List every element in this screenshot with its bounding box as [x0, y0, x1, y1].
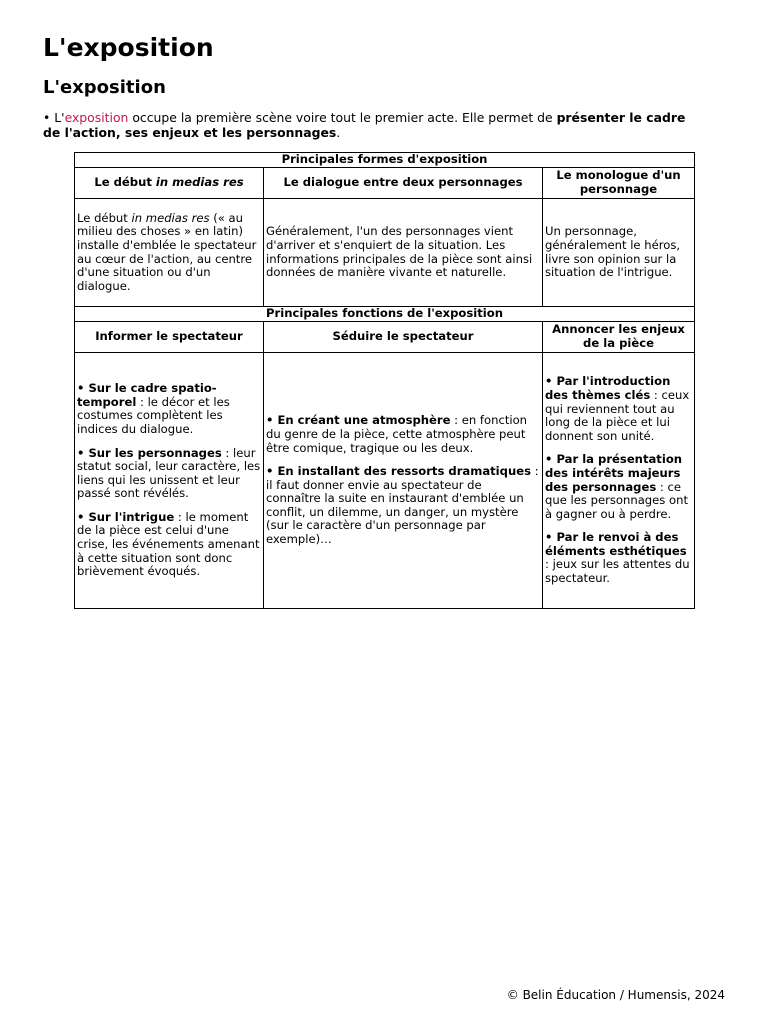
cell-text: (« au milieu des choses » en latin) installe d'emblée le spectateur au cœur de l'action, au centre d'une situation ou d'un dialogue. — [77, 210, 257, 293]
item-text: : ceux qui reviennent tout au long de la pièce et lui donnent son unité. — [545, 387, 690, 443]
section-title: L'exposition — [43, 77, 166, 98]
item-bold: • Par la présentation des intérêts majeurs des personnages — [545, 452, 683, 494]
item-text: : il faut donner envie au spectateur de connaître la suite en instaurant d'emblée un conflit, un dilemme, un danger, un mystère (sur le caractère d'un personnage par exemple)… — [266, 464, 539, 547]
list-item — [545, 531, 692, 585]
list-item — [77, 447, 261, 501]
table-caption-formes: Principales formes d'exposition — [75, 153, 695, 168]
item-bold: • En créant une atmosphère — [266, 413, 451, 428]
item-text: : le moment de la pièce est celui d'une crise, les événements amenant à cette situation sont donc brièvement évoqués. — [77, 509, 260, 579]
item-text: : jeux sur les attentes du spectateur. — [545, 557, 690, 586]
item-bold: • Sur les personnages — [77, 445, 222, 460]
intro-end: . — [336, 125, 341, 140]
item-text: : en fonction du genre de la pièce, cette atmosphère peut être comique, tragique ou les deux. — [266, 413, 528, 455]
item-text: : leur statut social, leur caractère, les liens qui les unissent et leur passé sont révélés. — [77, 445, 261, 501]
cell-text: Le début — [77, 210, 132, 225]
item-bold: • Par l'introduction des thèmes clés — [545, 374, 671, 402]
header-seduire: Séduire le spectateur — [264, 322, 543, 353]
page-title: L'exposition — [43, 33, 214, 62]
intro-bold-text: présenter le cadre de l'action, ses enjeux et les personnages — [43, 110, 686, 140]
list-item — [545, 375, 692, 443]
item-bold: • Sur le cadre spatio-temporel — [77, 381, 217, 409]
list-item — [77, 511, 261, 579]
copyright-footer: © Belin Éducation / Humensis, 2024 — [506, 988, 725, 1002]
intro-text: occupe la première scène voire tout le premier acte. Elle permet de — [128, 110, 557, 125]
cell-debut-in-medias-res — [75, 199, 264, 307]
list-item — [77, 382, 261, 436]
header-annoncer: Annoncer les enjeux de la pièce — [543, 322, 695, 353]
header-italic-text: in medias res — [155, 175, 244, 190]
item-bold: • Sur l'intrigue — [77, 509, 175, 524]
list-item — [266, 465, 540, 547]
cell-seduire — [264, 353, 543, 609]
item-text: : le décor et les costumes complètent les indices du dialogue. — [77, 394, 230, 436]
header-text: Le début — [94, 175, 156, 190]
intro-paragraph — [43, 110, 703, 140]
list-item — [545, 453, 692, 521]
item-bold: • En installant des ressorts dramatiques — [266, 464, 531, 479]
exposition-table — [74, 152, 695, 609]
header-informer: Informer le spectateur — [75, 322, 264, 353]
item-bold: • Par le renvoi à des éléments esthétiques — [545, 530, 687, 558]
cell-monologue: Un personnage, généralement le héros, livre son opinion sur la situation de l'intrigue. — [543, 199, 695, 307]
cell-dialogue: Généralement, l'un des personnages vient d'arriver et s'enquiert de la situation. Les informations principales de la pièce sont ainsi données de manière vivante et naturelle. — [264, 199, 543, 307]
list-item — [266, 414, 540, 455]
exposition-keyword-link[interactable]: exposition — [64, 110, 129, 125]
intro-bullet: • L' — [43, 110, 65, 125]
header-dialogue: Le dialogue entre deux personnages — [264, 168, 543, 199]
cell-annoncer — [543, 353, 695, 609]
header-monologue: Le monologue d'un personnage — [543, 168, 695, 199]
table-caption-fonctions: Principales fonctions de l'exposition — [75, 307, 695, 322]
header-debut-in-medias-res — [75, 168, 264, 199]
cell-informer — [75, 353, 264, 609]
cell-italic-text: in medias res — [131, 210, 210, 225]
item-text: : ce que les personnages ont à gagner ou à perdre. — [545, 479, 689, 521]
